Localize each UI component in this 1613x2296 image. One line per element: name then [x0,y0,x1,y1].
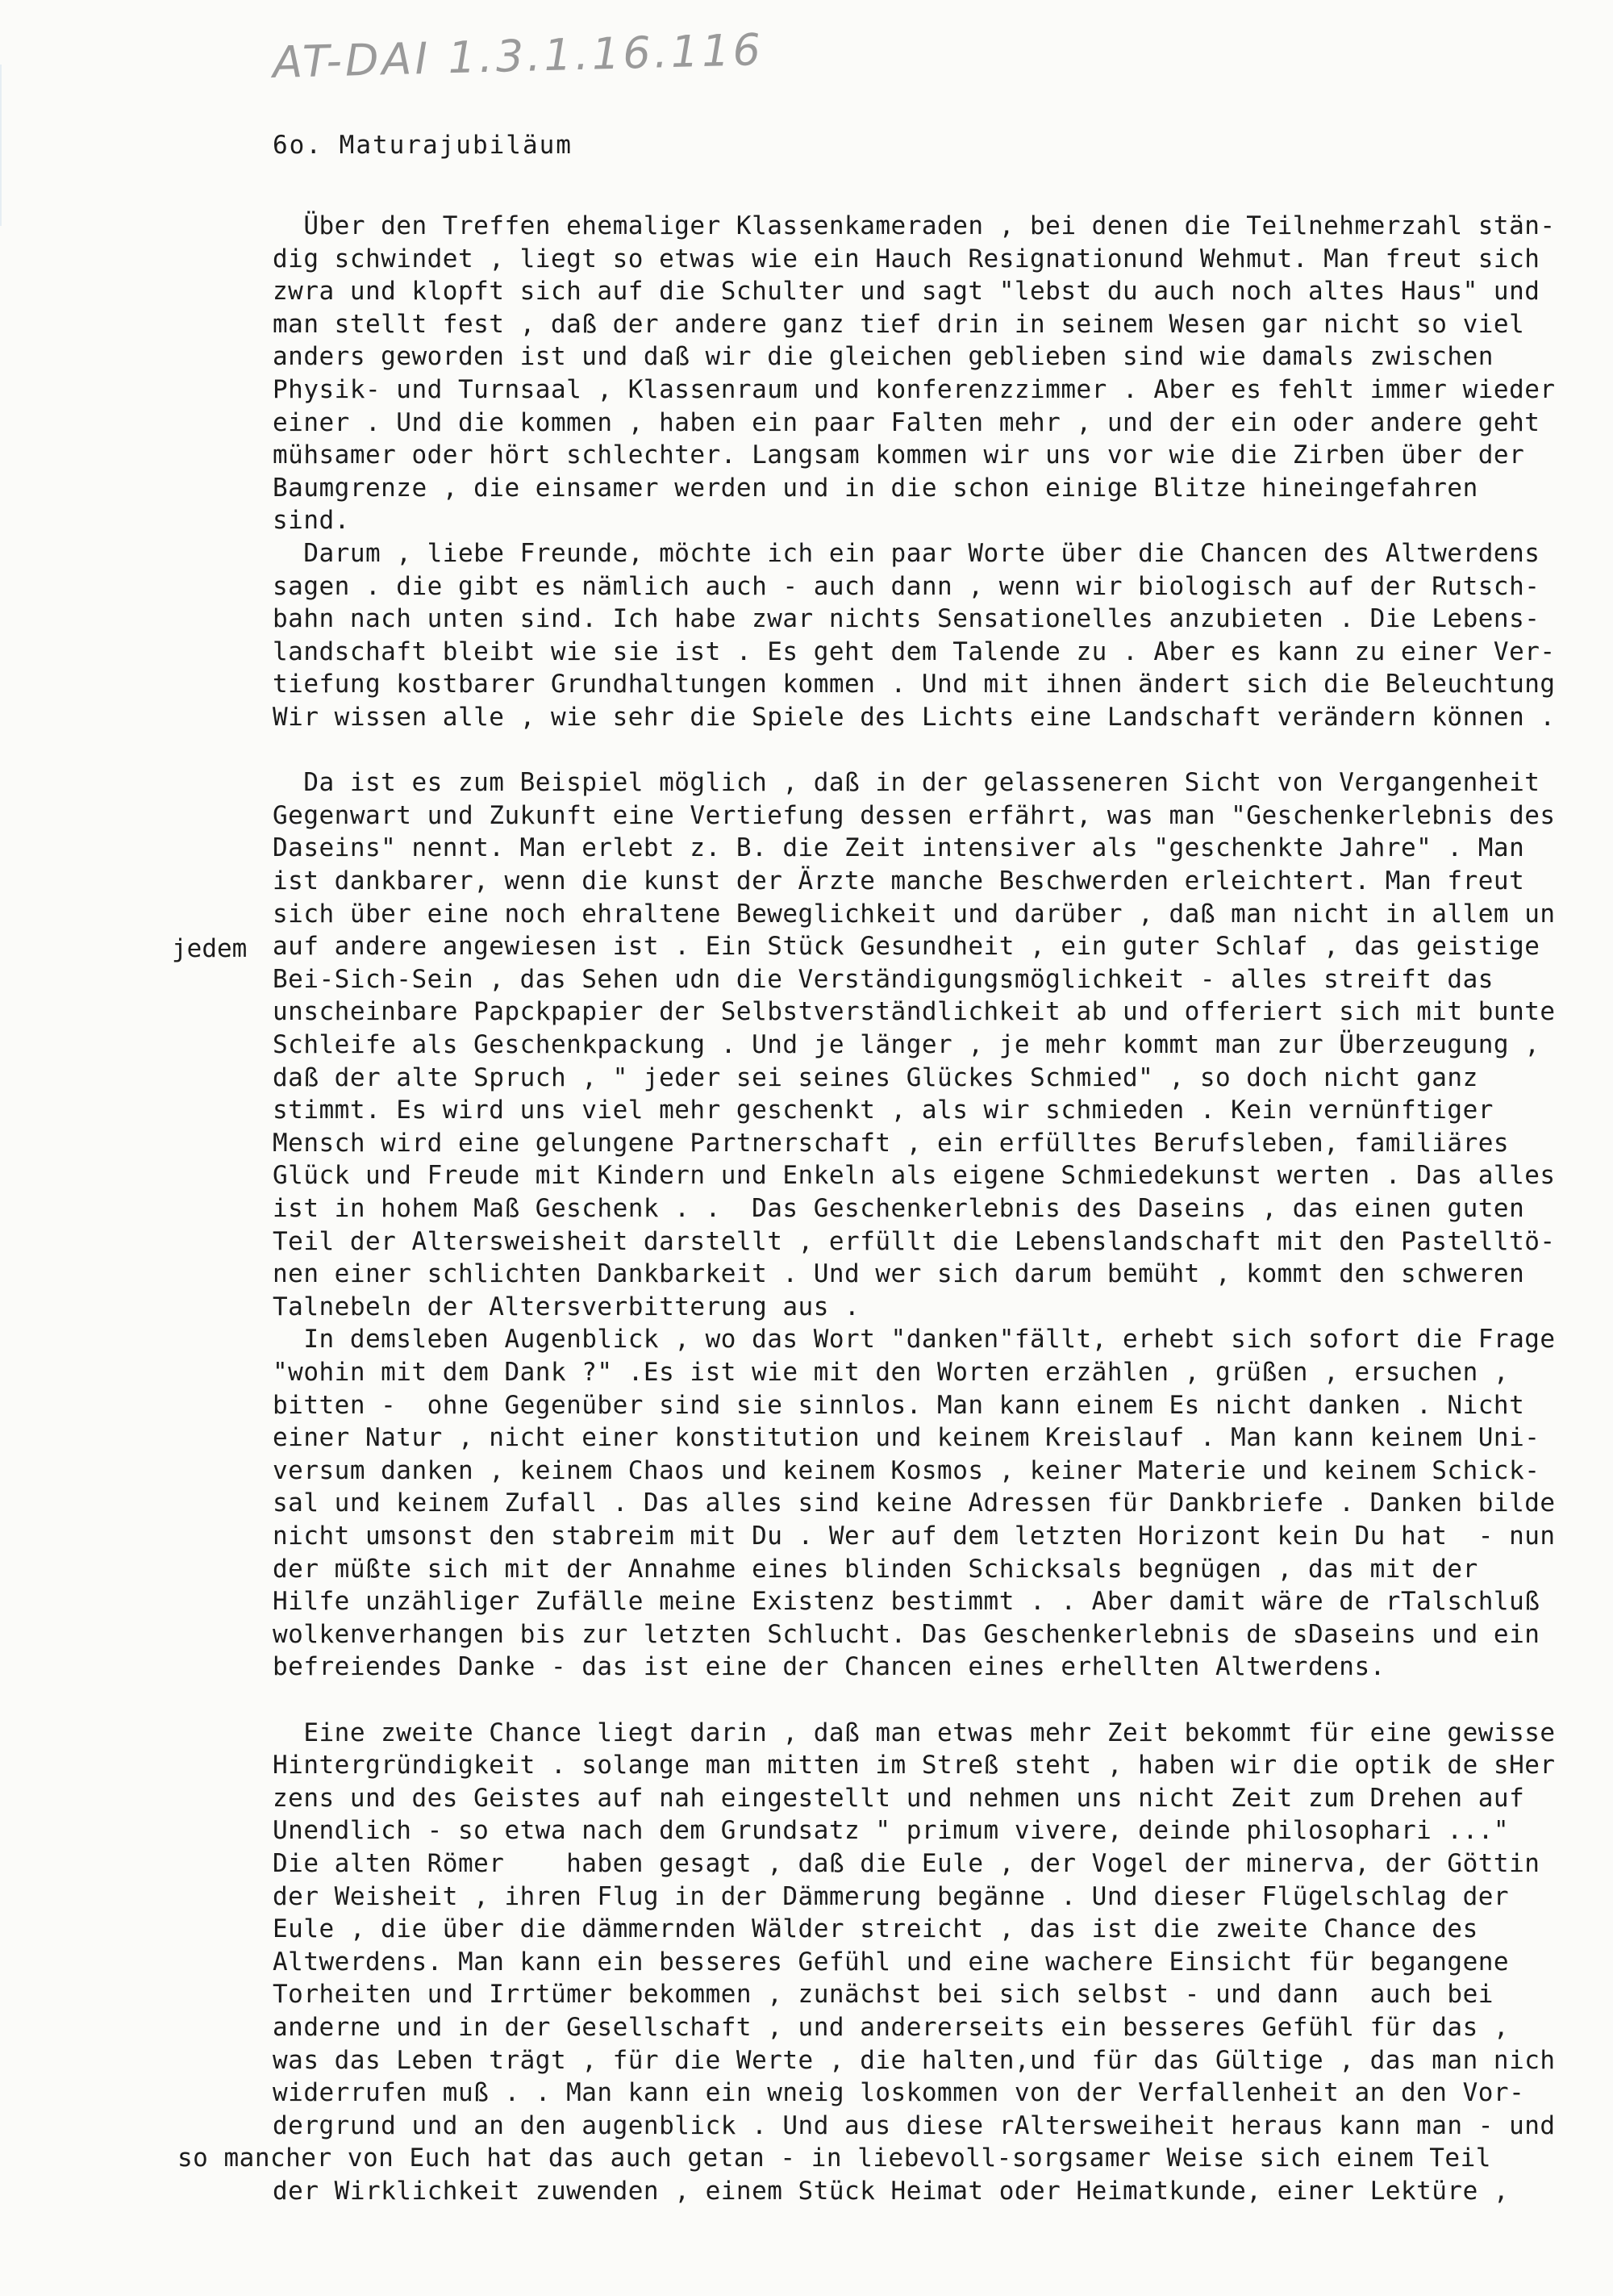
text-line: daß der alte Spruch , " jeder sei seines Glückes Schmied" , so doch nicht ganz [273,1062,1478,1092]
text-line: auf andere angewiesen ist . Ein Stück Gesundheit , ein guter Schlaf , das geistige [273,932,1540,962]
archive-id-stamp: AT-DAI 1.3.1.16.116 [272,24,765,88]
text-line: widerrufen muß . . Man kann ein wneig loskommen von der Verfallenheit an den Vor- [273,2078,1525,2108]
text-line: Daseins" nennt. Man erlebt z. B. die Zeit intensiver als "geschenkte Jahre" . Man [273,833,1525,863]
text-line: Über den Treffen ehemaliger Klassenkameraden , bei denen die Teilnehmerzahl stän- [273,211,1556,240]
text-line: sagen . die gibt es nämlich auch - auch dann , wenn wir biologisch auf der Rutsch- [273,571,1540,601]
text-line: Hintergründigkeit . solange man mitten im Streß steht , haben wir die optik de sHer [273,1751,1556,1780]
text-line: Altwerdens. Man kann ein besseres Gefühl und eine wachere Einsicht für begangene [273,1947,1510,1977]
text-line: Bei-Sich-Sein , das Sehen udn die Verständigungsmöglichkeit - alles streift das [273,964,1494,994]
text-line: sind. [273,506,350,536]
text-line: Talnebeln der Altersverbitterung aus . [273,1292,861,1321]
text-line: Torheiten und Irrtümer bekommen , zunächst bei sich selbst - und dann auch bei [273,1980,1494,2010]
text-line: ist dankbarer, wenn die kunst der Ärzte manche Beschwerden erleichtert. Man freut [273,866,1525,895]
text-line: Baumgrenze , die einsamer werden und in die schon einige Blitze hineingefahren [273,473,1478,503]
text-line: der müßte sich mit der Annahme eines blinden Schicksals begnügen , das mit der [273,1554,1478,1584]
text-line: Glück und Freude mit Kindern und Enkeln als eigene Schmiedekunst werten . Das alles [273,1161,1556,1191]
text-line: einer Natur , nicht einer konstitution und keinem Kreislauf . Man kann keinem Uni- [273,1423,1540,1453]
text-line: versum danken , keinem Chaos und keinem Kosmos , keiner Materie und keinem Schick- [273,1455,1540,1485]
text-line: was das Leben trägt , für die Werte , die halten,und für das Gültige , das man nich [273,2045,1556,2075]
scan-edge-mark [0,65,58,226]
text-line: dig schwindet , liegt so etwas wie ein Hauch Resignationund Wehmut. Man freut sich [273,244,1540,273]
text-line: tiefung kostbarer Grundhaltungen kommen . Und mit ihnen ändert sich die Beleuchtung [273,670,1556,699]
text-line: zens und des Geistes auf nah eingestellt und nehmen uns nicht Zeit zum Drehen auf [273,1783,1525,1813]
text-line: wolkenverhangen bis zur letzten Schlucht. Das Geschenkerlebnis de sDaseins und ein [273,1619,1540,1649]
text-line: einer . Und die kommen , haben ein paar Falten mehr , und der ein oder andere geht [273,407,1540,437]
text-line: Gegenwart und Zukunft eine Vertiefung dessen erfährt, was man "Geschenkerlebnis des [273,800,1556,830]
text-line: anderne und in der Gesellschaft , und andererseits ein besseres Gefühl für das , [273,2013,1510,2042]
margin-note-jedem: jedem [172,934,248,963]
text-line: befreiendes Danke - das ist eine der Chancen eines erhellten Altwerdens. [273,1652,1386,1682]
text-line: sich über eine noch ehraltene Beweglichkeit und darüber , daß man nicht in allem un [273,899,1556,929]
text-line: Mensch wird eine gelungene Partnerschaft , ein erfülltes Berufsleben, familiäres [273,1128,1510,1158]
text-line: dergrund und an den augenblick . Und aus diese rAltersweiheit heraus kann man - und [273,2110,1556,2140]
text-line: Teil der Altersweisheit darstellt , erfüllt die Lebenslandschaft mit den Pastelltö- [273,1226,1556,1256]
text-line: so mancher von Euch hat das auch getan - in liebevoll-sorgsamer Weise sich einem Teil [177,2144,1491,2173]
text-line: nicht umsonst den stabreim mit Du . Wer auf dem letzten Horizont kein Du hat - nun [273,1522,1556,1551]
text-line: der Wirklichkeit zuwenden , einem Stück Heimat oder Heimatkunde, einer Lektüre , [273,2177,1510,2206]
text-line: Eule , die über die dämmernden Wälder streicht , das ist die zweite Chance des [273,1914,1478,1944]
text-line: Da ist es zum Beispiel möglich , daß in der gelasseneren Sicht von Vergangenheit [273,768,1540,798]
text-line: Physik- und Turnsaal , Klassenraum und konferenzzimmer . Aber es fehlt immer wieder [273,375,1556,404]
text-line: nen einer schlichten Dankbarkeit . Und wer sich darum bemüht , kommt den schweren [273,1259,1525,1289]
text-line: bahn nach unten sind. Ich habe zwar nichts Sensationelles anzubieten . Die Lebens- [273,604,1540,634]
text-line: Darum , liebe Freunde, möchte ich ein paar Worte über die Chancen des Altwerdens [273,539,1540,568]
text-line: mühsamer oder hört schlechter. Langsam kommen wir uns vor wie die Zirben über der [273,440,1525,470]
text-line: unscheinbare Papckpapier der Selbstverständlichkeit ab und offeriert sich mit bunte [273,997,1556,1027]
text-line: man stellt fest , daß der andere ganz tief drin in seinem Wesen gar nicht so viel [273,309,1525,339]
text-line: Wir wissen alle , wie sehr die Spiele des Lichts eine Landschaft verändern können . [273,703,1556,732]
page-title: 6o. Maturajubiläum [273,131,573,160]
text-line: der Weisheit , ihren Flug in der Dämmerung begänne . Und dieser Flügelschlag der [273,1881,1510,1911]
text-line: landschaft bleibt wie sie ist . Es geht dem Talende zu . Aber es kann zu einer Ver- [273,637,1556,666]
text-line: Die alten Römer haben gesagt , daß die Eule , der Vogel der minerva, der Göttin [273,1849,1540,1878]
text-line: Eine zweite Chance liegt darin , daß man etwas mehr Zeit bekommt für eine gewisse [273,1718,1556,1747]
text-line: anders geworden ist und daß wir die gleichen geblieben sind wie damals zwischen [273,342,1494,372]
text-line: "wohin mit dem Dank ?" .Es ist wie mit den Worten erzählen , grüßen , ersuchen , [273,1358,1510,1387]
text-line: Schleife als Geschenkpackung . Und je länger , je mehr kommt man zur Überzeugung , [273,1030,1540,1059]
text-line: Hilfe unzähliger Zufälle meine Existenz bestimmt . . Aber damit wäre de rTalschluß [273,1587,1540,1617]
text-line: sal und keinem Zufall . Das alles sind keine Adressen für Dankbriefe . Danken bilde [273,1488,1556,1518]
text-line: In demsleben Augenblick , wo das Wort "danken"fällt, erhebt sich sofort die Frage [273,1325,1556,1355]
text-line: ist in hohem Maß Geschenk . . Das Geschenkerlebnis des Daseins , das einen guten [273,1194,1525,1223]
text-line: zwra und klopft sich auf die Schulter und sagt "lebst du auch noch altes Haus" und [273,277,1540,307]
text-line: Unendlich - so etwa nach dem Grundsatz " primum vivere, deinde philosophari ..." [273,1816,1510,1846]
text-line: stimmt. Es wird uns viel mehr geschenkt , als wir schmieden . Kein vernünftiger [273,1096,1494,1125]
text-line: bitten - ohne Gegenüber sind sie sinnlos. Man kann einem Es nicht danken . Nicht [273,1390,1525,1420]
